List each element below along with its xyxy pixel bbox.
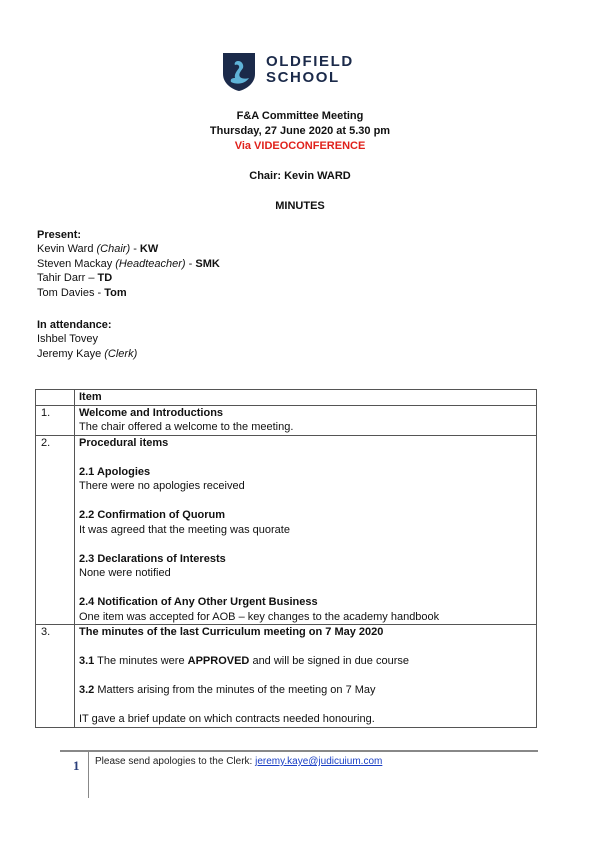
page-number: 1 [73, 758, 80, 773]
attendance-list [37, 332, 137, 361]
present-person: Kevin Ward (Chair) - KW [37, 243, 159, 255]
meeting-venue: Via VIDEOCONFERENCE [234, 140, 366, 152]
attendance-person: Jeremy Kaye (Clerk) [37, 347, 138, 360]
subitem-title: 2.3 Declarations of Interests [79, 552, 226, 565]
school-logo [222, 52, 362, 94]
table-row [36, 405, 537, 435]
minutes-heading: MINUTES [275, 200, 325, 212]
logo-line-1: OLDFIELD [266, 53, 354, 70]
table-row [36, 435, 537, 625]
meeting-title: F&A Committee Meeting [236, 110, 364, 122]
footer-vertical-divider [88, 752, 89, 798]
logo-line-2: SCHOOL [266, 69, 340, 86]
present-person: Tahir Darr – TD [37, 272, 113, 284]
row-title: The minutes of the last Curriculum meeting on 7 May 2020 [79, 626, 384, 638]
subitem-title: 2.2 Confirmation of Quorum [79, 509, 226, 521]
clerk-email-link[interactable]: jeremy.kaye@judicuium.com [255, 756, 383, 767]
logo-text [266, 54, 354, 86]
agenda-table [35, 389, 537, 728]
row-number: 1. [36, 405, 75, 435]
table-header-row [36, 390, 537, 406]
row-number: 3. [36, 625, 75, 728]
table-header-item: Item [75, 390, 537, 406]
row-content [75, 435, 537, 625]
meeting-date: Thursday, 27 June 2020 at 5.30 pm [209, 125, 391, 137]
table-header-num [36, 390, 75, 406]
row-text: The chair offered a welcome to the meeting. [79, 421, 294, 433]
row-title: Procedural items [79, 436, 169, 449]
present-list [37, 242, 220, 300]
present-person: Steven Mackay (Headteacher) - SMK [37, 257, 220, 270]
footer-divider [60, 750, 538, 752]
row-content [75, 405, 537, 435]
subitem-title: 2.1 Apologies [79, 465, 151, 478]
subitem-text: None were notified [79, 567, 171, 579]
present-person: Tom Davies - Tom [37, 286, 127, 299]
attendance-label: In attendance: [37, 319, 112, 331]
subitem-text: It was agreed that the meeting was quorate [79, 523, 290, 536]
present-label: Present: [37, 229, 82, 241]
paragraph-3-2: 3.2 Matters arising from the minutes of the meeting on 7 May [79, 684, 376, 696]
row-content [75, 625, 537, 728]
swan-shield-icon [222, 52, 256, 92]
paragraph-3-2-text: IT gave a brief update on which contracts needed honouring. [79, 713, 375, 725]
subitem-text: One item was accepted for AOB – key changes to the academy handbook [79, 610, 440, 623]
paragraph-3-1: 3.1 The minutes were APPROVED and will be signed in due course [79, 655, 409, 667]
subitem-text: There were no apologies received [79, 480, 245, 492]
row-number: 2. [36, 435, 75, 625]
row-title: Welcome and Introductions [79, 406, 224, 419]
attendance-person: Ishbel Tovey [37, 333, 98, 345]
footer-note: Please send apologies to the Clerk: jeremy.kaye@judicuium.com [95, 756, 383, 767]
table-row [36, 625, 537, 728]
subitem-title: 2.4 Notification of Any Other Urgent Business [79, 596, 318, 608]
meeting-chair: Chair: Kevin WARD [249, 170, 351, 182]
